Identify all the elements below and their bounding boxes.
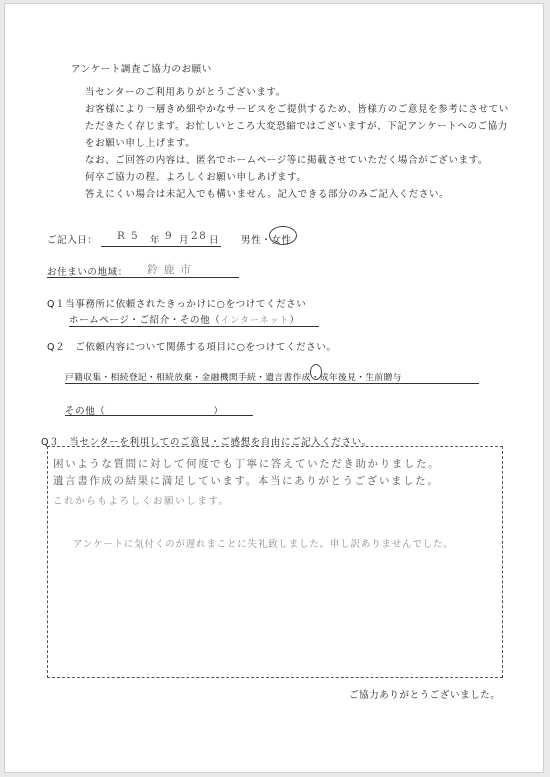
fill-date-day-unit: 日 — [209, 235, 220, 246]
gender-male[interactable]: 男性 — [241, 235, 262, 246]
residence-label: お住まいの地域： — [47, 267, 128, 278]
q2-separator: ・ — [256, 373, 266, 383]
residence-value: 鈴 鹿 市 — [147, 263, 192, 276]
fill-date-year-unit: 年 — [150, 235, 161, 246]
fill-date-month: 9 — [165, 230, 174, 242]
intro-line: なお、ご回答の内容は、匿名でホームページ等に掲載させていただく場合がございます。 — [85, 155, 489, 166]
fill-date-label: ご記入日： — [47, 235, 98, 246]
q1-other-value: インターネット — [220, 316, 290, 326]
q3-answer-line: アンケートに気付くのが遅れまことに失礼致しました。申し訳ありませんでした。 — [73, 539, 454, 550]
q2-option-yuigon[interactable]: 遺言書作成 — [265, 373, 311, 383]
q2-underline — [65, 383, 479, 384]
q2-separator: ・ — [310, 373, 320, 383]
gender-female[interactable]: 女性 — [271, 235, 292, 246]
gender-separator: ・ — [261, 235, 272, 246]
fill-date-underline — [101, 246, 221, 247]
q1-options-text: ホームページ・ご紹介・その他（ — [69, 315, 221, 326]
q2-options — [65, 370, 402, 383]
q2-option-kinyu[interactable]: 金融機関手続 — [201, 373, 257, 383]
q1-underline — [69, 326, 319, 327]
fill-date-era: R 5 — [117, 230, 140, 242]
intro-line: をお願い申し上げます。 — [85, 138, 196, 149]
q2-question: Q２ ご依頼内容について関係する項目に○をつけてください。 — [47, 342, 337, 353]
q2-separator: ・ — [101, 373, 111, 383]
q2-option-seinen-koken[interactable]: 成年後見 — [319, 373, 357, 383]
q2-separator: ・ — [192, 373, 202, 383]
intro-line: 何卒ご協力の程、よろしくお願い申しあげます。 — [85, 172, 307, 183]
residence-underline — [47, 277, 239, 278]
intro-line: ただきたく存じます。お忙しいところ大変恐縮ではございますが、下記アンケートへのご協力 — [85, 121, 508, 132]
intro-line: 当センターのご利用ありがとうございます。 — [85, 87, 286, 98]
gender-female-circle-mark — [269, 226, 297, 245]
fill-date-month-unit: 月 — [179, 235, 190, 246]
intro-line: 答えにくい場合は未記入でも構いません。記入できる部分のみご記入ください。 — [85, 189, 450, 200]
q3-answer-line: これからもよろしくお願いします。 — [53, 496, 230, 507]
q2-selection-circle-mark — [310, 364, 322, 380]
q1-close-paren: ） — [289, 315, 300, 326]
q2-option-koseki[interactable]: 戸籍収集 — [65, 373, 102, 383]
q2-other-close: ） — [213, 406, 224, 417]
q2-other-underline — [65, 415, 253, 416]
intro-line: お客様により一層きめ細やかなサービスをご提供するため、皆様方のご意見を参考にさせてい — [85, 104, 509, 115]
q3-answer-line: 遺言書作成の結果に満足しています。本当にありがとうございました。 — [53, 475, 440, 487]
q2-option-sozoku-hoki[interactable]: 相続放棄 — [156, 373, 193, 383]
q3-answer-line: 困いような質問に対して何度でも丁寧に答えていただき助かりました。 — [53, 458, 441, 470]
q2-option-seizen-zoyo[interactable]: 生前贈与 — [365, 373, 402, 383]
q2-separator: ・ — [146, 373, 156, 383]
q3-question: Q３ 当センターを利用してのご意見・ご感想を自由にご記入ください。 — [41, 437, 372, 448]
q1-options — [69, 312, 300, 326]
q2-other-label: その他（ — [65, 406, 106, 417]
survey-title: アンケート調査ご協力のお願い — [71, 64, 212, 75]
survey-sheet — [4, 3, 544, 773]
q2-separator: ・ — [356, 373, 366, 383]
closing-text: ご協力ありがとうございました。 — [349, 690, 501, 701]
q2-option-sozoku-toki[interactable]: 相続登記 — [110, 373, 147, 383]
fill-date-day: 28 — [191, 230, 208, 242]
q1-question: Q１当事務所に依頼されたきっかけに○をつけてください — [47, 299, 307, 310]
